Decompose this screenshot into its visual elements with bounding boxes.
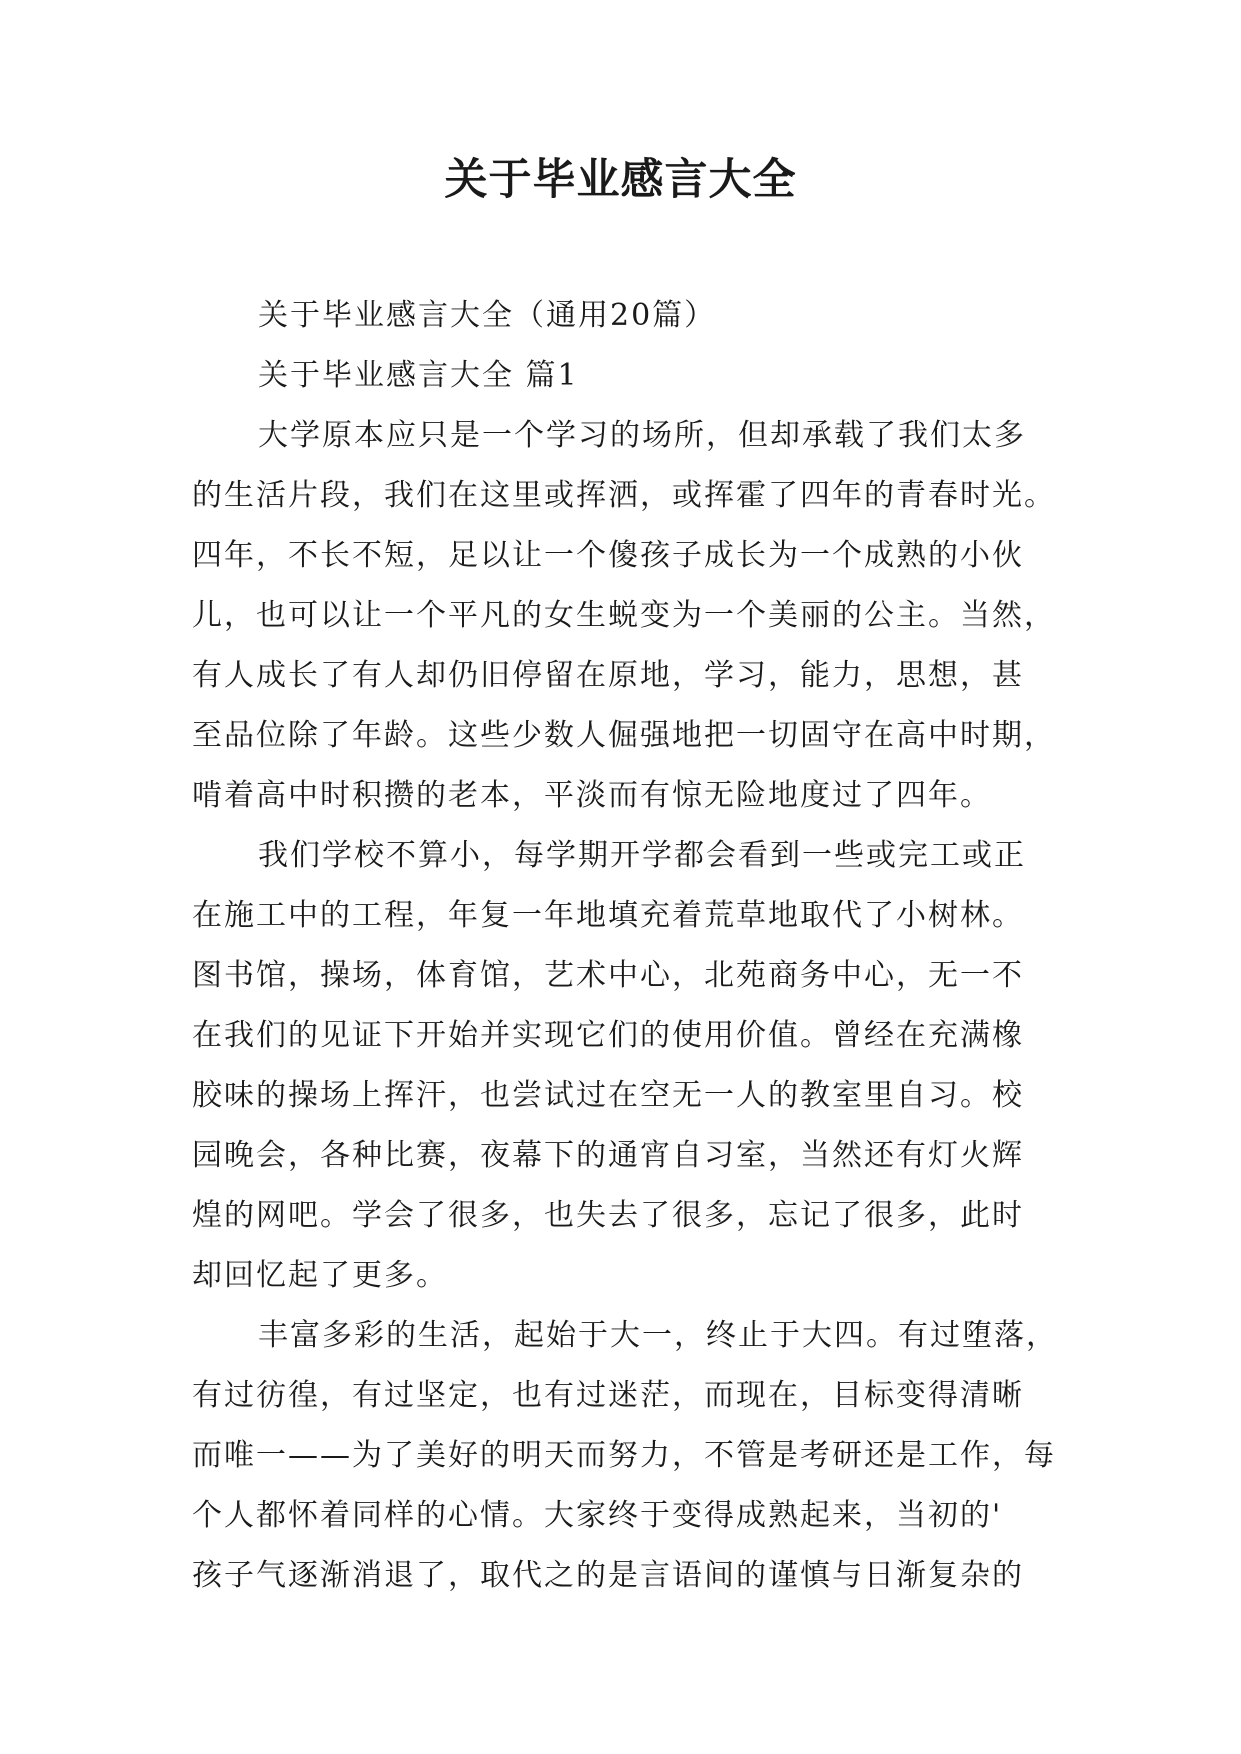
text-line: 大学原本应只是一个学习的场所，但却承载了我们太多 <box>258 418 1026 453</box>
text-line: 在我们的见证下开始并实现它们的使用价值。曾经在充满橡 <box>192 1018 1024 1053</box>
text-line: 四年，不长不短，足以让一个傻孩子成长为一个成熟的小伙 <box>192 538 1024 573</box>
text-line: 个人都怀着同样的心情。大家终于变得成熟起来，当初的' <box>192 1498 1003 1533</box>
text-line: 煌的网吧。学会了很多，也失去了很多，忘记了很多，此时 <box>192 1198 1024 1233</box>
text-line: 关于毕业感言大全（通用20篇） <box>258 298 717 333</box>
text-line: 在施工中的工程，年复一年地填充着荒草地取代了小树林。 <box>192 898 1024 933</box>
document-body <box>192 286 1058 1606</box>
text-line: 有人成长了有人却仍旧停留在原地，学习，能力，思想，甚 <box>192 658 1024 693</box>
text-line: 儿，也可以让一个平凡的女生蜕变为一个美丽的公主。当然， <box>192 598 1056 633</box>
text-line: 啃着高中时积攒的老本，平淡而有惊无险地度过了四年。 <box>192 778 992 813</box>
text-line: 丰富多彩的生活，起始于大一，终止于大四。有过堕落， <box>258 1318 1058 1353</box>
text-line: 的生活片段，我们在这里或挥洒，或挥霍了四年的青春时光。 <box>192 478 1056 513</box>
text-line: 关于毕业感言大全 篇1 <box>258 358 579 393</box>
text-line: 孩子气逐渐消退了，取代之的是言语间的谨慎与日渐复杂的 <box>192 1558 1024 1593</box>
text-line: 却回忆起了更多。 <box>192 1258 448 1293</box>
text-line: 有过彷徨，有过坚定，也有过迷茫，而现在，目标变得清晰 <box>192 1378 1024 1413</box>
page-title: 关于毕业感言大全 <box>444 155 797 205</box>
text-line: 而唯一——为了美好的明天而努力，不管是考研还是工作，每 <box>192 1438 1056 1473</box>
text-line: 园晚会，各种比赛，夜幕下的通宵自习室，当然还有灯火辉 <box>192 1138 1024 1173</box>
text-line: 胶味的操场上挥汗，也尝试过在空无一人的教室里自习。校 <box>192 1078 1024 1113</box>
text-line: 至品位除了年龄。这些少数人倔强地把一切固守在高中时期， <box>192 718 1056 753</box>
text-line: 我们学校不算小，每学期开学都会看到一些或完工或正 <box>258 838 1026 873</box>
text-line: 图书馆，操场，体育馆，艺术中心，北苑商务中心，无一不 <box>192 958 1024 993</box>
